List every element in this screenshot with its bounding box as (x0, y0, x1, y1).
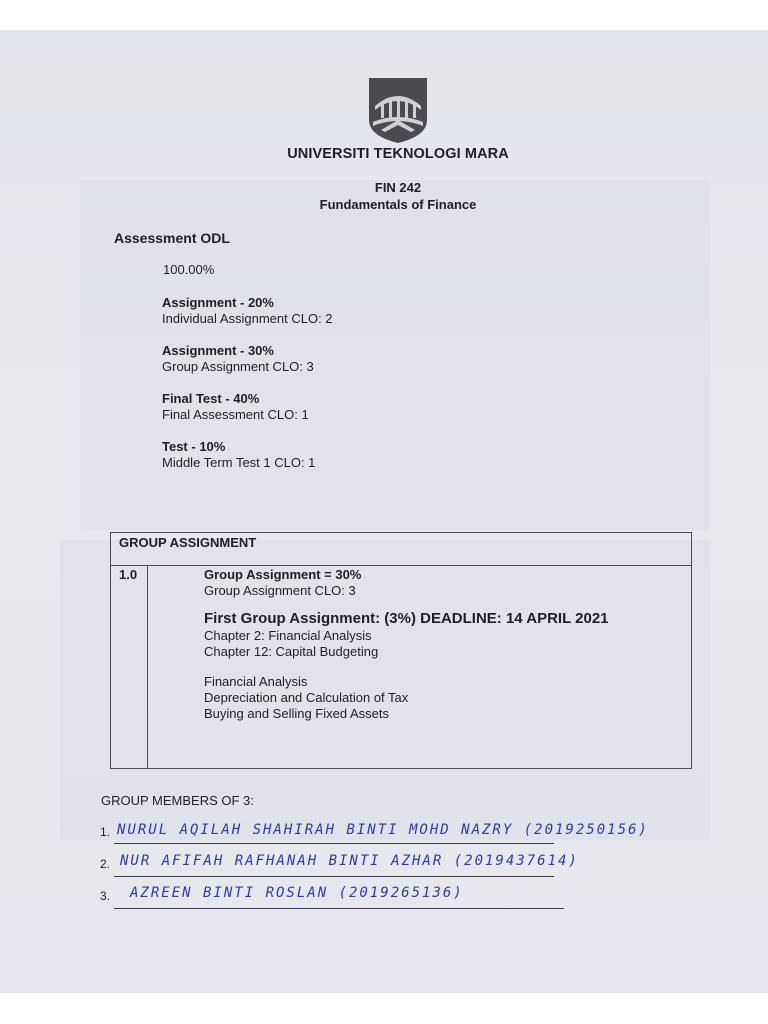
topic-item: Buying and Selling Fixed Assets (204, 706, 389, 721)
group-assignment-title: Group Assignment = 30% (204, 567, 362, 582)
assessment-item-desc: Final Assessment CLO: 1 (162, 407, 309, 422)
table-divider (147, 565, 148, 768)
member-number: 2. (100, 857, 111, 871)
assessment-item-title: Assignment - 30% (162, 343, 274, 358)
assessment-item (162, 439, 315, 471)
course-name: Fundamentals of Finance (319, 197, 477, 212)
signature-line (114, 908, 564, 909)
assessment-total: 100.00% (163, 262, 215, 277)
topic-item: Financial Analysis (204, 674, 308, 689)
assessment-item-title: Final Test - 40% (162, 391, 260, 406)
chapter-item: Chapter 12: Capital Budgeting (204, 644, 379, 659)
member-name-handwritten: NUR AFIFAH RAFHANAH BINTI AZHAR (2019437614) (120, 853, 579, 869)
assessment-item (162, 295, 333, 327)
member-row (100, 857, 114, 871)
assessment-item (162, 391, 309, 423)
member-name-handwritten: NURUL AQILAH SHAHIRAH BINTI MOHD NAZRY (2019250156) (117, 822, 649, 838)
chapter-item: Chapter 2: Financial Analysis (204, 628, 372, 643)
member-row (100, 825, 114, 839)
signature-line (114, 876, 554, 877)
uitm-crest-icon (367, 76, 429, 144)
table-row-number: 1.0 (119, 567, 138, 582)
group-assignment-table (110, 532, 692, 769)
assessment-item-desc: Group Assignment CLO: 3 (162, 359, 314, 374)
university-name: UNIVERSITI TEKNOLOGI MARA (287, 146, 509, 162)
member-name-handwritten: AZREEN BINTI ROSLAN (2019265136) (130, 885, 464, 901)
assessment-item-title: Test - 10% (162, 439, 226, 454)
member-row (100, 889, 114, 903)
assessment-item-desc: Individual Assignment CLO: 2 (162, 311, 333, 326)
assessment-item (162, 343, 314, 375)
member-number: 3. (100, 889, 111, 903)
table-header-label: GROUP ASSIGNMENT (119, 535, 257, 550)
table-header (111, 533, 691, 566)
assessment-title: Assessment ODL (114, 230, 230, 246)
assessment-item-desc: Middle Term Test 1 CLO: 1 (162, 455, 316, 470)
members-title: GROUP MEMBERS OF 3: (101, 793, 254, 808)
document-page (0, 30, 768, 993)
signature-line (114, 843, 554, 844)
topic-item: Depreciation and Calculation of Tax (204, 690, 409, 705)
course-code: FIN 242 (374, 180, 422, 195)
assessment-item-title: Assignment - 20% (162, 295, 274, 310)
group-assignment-subtitle: Group Assignment CLO: 3 (204, 583, 356, 598)
member-number: 1. (100, 825, 111, 839)
deadline-headline: First Group Assignment: (3%) DEADLINE: 14 APRIL 2021 (204, 610, 609, 627)
table-row-content (204, 567, 609, 722)
